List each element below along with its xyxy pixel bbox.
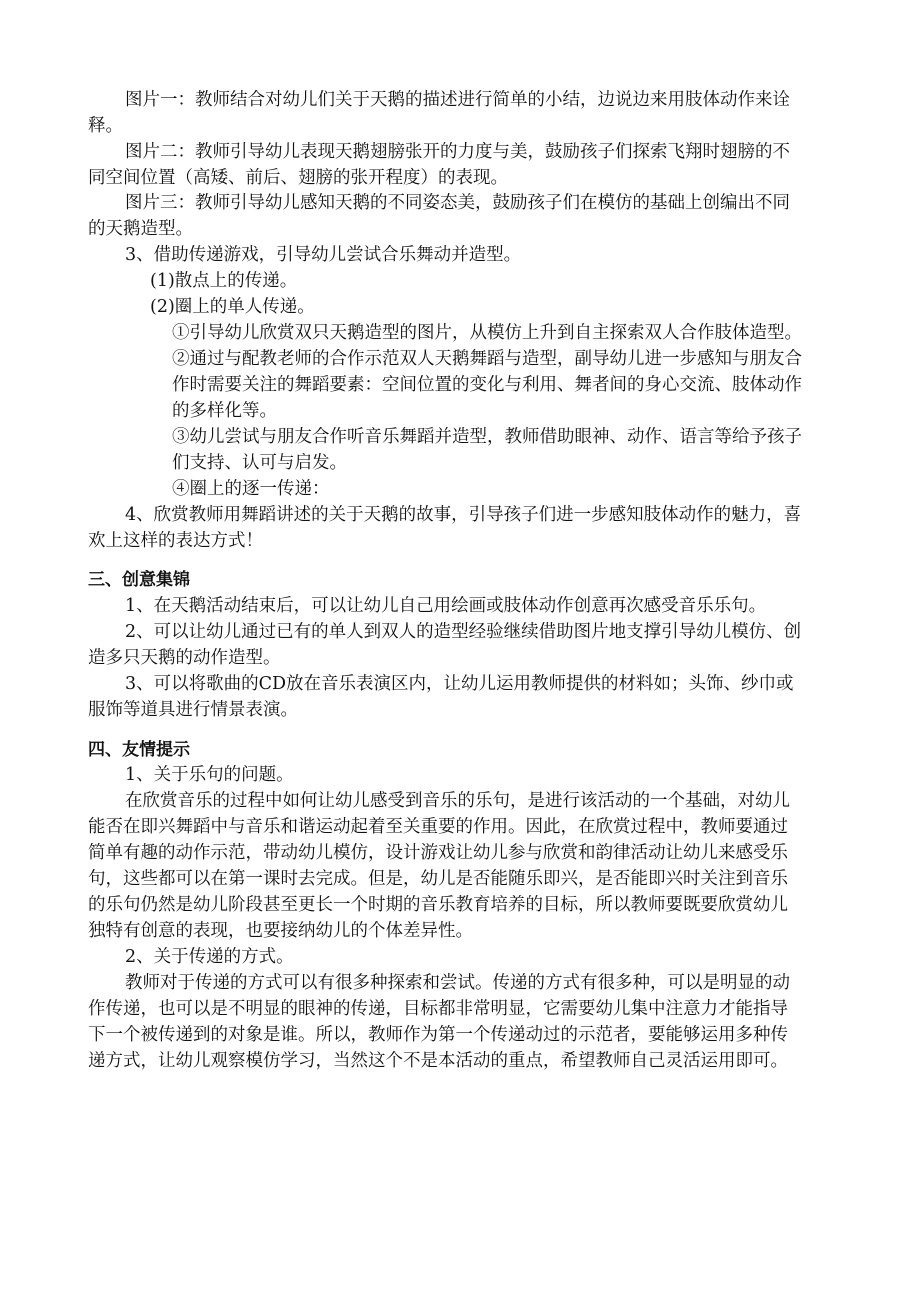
text-line: 们支持、认可与启发。 (172, 453, 347, 473)
text-line: 1、关于乐句的问题。 (125, 765, 294, 785)
text-line: 图片一：教师结合对幼儿们关于天鹅的描述进行简单的小结，边说边来用肢体动作来诠 (125, 90, 790, 110)
text-line: ②通过与配教老师的合作示范双人天鹅舞蹈与造型，副导幼儿进一步感知与朋友合 (172, 349, 802, 369)
text-line: 服饰等道具进行情景表演。 (88, 700, 298, 720)
text-line: 的多样化等。 (172, 401, 277, 421)
text-line: 3、可以将歌曲的CD放在音乐表演区内，让幼儿运用教师提供的材料如；头饰、纱巾或 (125, 674, 794, 694)
text-line: 独特有创意的表现，也要接纳幼儿的个体差异性。 (88, 921, 473, 941)
text-line: 同空间位置（高矮、前后、翅膀的张开程度）的表现。 (88, 168, 508, 188)
text-line: 造多只天鹅的动作造型。 (88, 648, 281, 668)
text-line: (1)散点上的传递。 (150, 271, 298, 291)
text-line: 的天鹅造型。 (88, 219, 193, 239)
text-line: ③幼儿尝试与朋友合作听音乐舞蹈并造型，教师借助眼神、动作、语言等给予孩子 (172, 427, 802, 447)
text-line: 欢上这样的表达方式！ (88, 531, 263, 551)
text-line: 作时需要关注的舞蹈要素：空间位置的变化与利用、舞者间的身心交流、肢体动作 (172, 375, 802, 395)
text-line: 句，这些都可以在第一课时去完成。但是，幼儿是否能随乐即兴，是否能即兴时关注到音乐 (88, 869, 788, 889)
section-heading: 四、友情提示 (88, 740, 190, 760)
text-line: 作传递，也可以是不明显的眼神的传递，目标都非常明显，它需要幼儿集中注意力才能指导 (88, 999, 788, 1019)
text-line: 图片三：教师引导幼儿感知天鹅的不同姿态美，鼓励孩子们在模仿的基础上创编出不同 (125, 193, 790, 213)
text-line: 2、关于传递的方式。 (125, 947, 294, 967)
text-line: 释。 (88, 116, 123, 136)
text-line: 的乐句仍然是幼儿阶段甚至更长一个时期的音乐教育培养的目标，所以教师要既要欣赏幼儿 (88, 895, 788, 915)
text-line: 2、可以让幼儿通过已有的单人到双人的造型经验继续借助图片地支撑引导幼儿模仿、创 (125, 622, 802, 642)
text-line: 4、欣赏教师用舞蹈讲述的关于天鹅的故事，引导孩子们进一步感知肢体动作的魅力，喜 (125, 505, 802, 525)
section-heading: 三、创意集锦 (88, 570, 190, 590)
text-line: 下一个被传递到的对象是谁。所以，教师作为第一个传递动过的示范者，要能够运用多种传 (88, 1025, 788, 1045)
text-line: 能否在即兴舞蹈中与音乐和谐运动起着至关重要的作用。因此，在欣赏过程中，教师要通过 (88, 817, 788, 837)
text-line: 简单有趣的动作示范，带动幼儿模仿，设计游戏让幼儿参与欣赏和韵律活动让幼儿来感受乐 (88, 843, 788, 863)
text-line: 1、在天鹅活动结束后，可以让幼儿自己用绘画或肢体动作创意再次感受音乐乐句。 (125, 596, 767, 616)
text-line: 教师对于传递的方式可以有很多种探索和尝试。传递的方式有很多种，可以是明显的动 (125, 973, 790, 993)
text-line: (2)圈上的单人传递。 (150, 297, 315, 317)
text-line: 递方式，让幼儿观察模仿学习，当然这个不是本活动的重点，希望教师自己灵活运用即可。 (88, 1051, 788, 1071)
text-line: 3、借助传递游戏，引导幼儿尝试合乐舞动并造型。 (125, 245, 522, 265)
text-line: 图片二：教师引导幼儿表现天鹅翅膀张开的力度与美，鼓励孩子们探索飞翔时翅膀的不 (125, 142, 790, 162)
text-line: ①引导幼儿欣赏双只天鹅造型的图片，从模仿上升到自主探索双人合作肢体造型。 (172, 323, 802, 343)
text-line: 在欣赏音乐的过程中如何让幼儿感受到音乐的乐句，是进行该活动的一个基础，对幼儿 (125, 791, 790, 811)
text-line: ④圈上的逐一传递： (172, 479, 330, 499)
